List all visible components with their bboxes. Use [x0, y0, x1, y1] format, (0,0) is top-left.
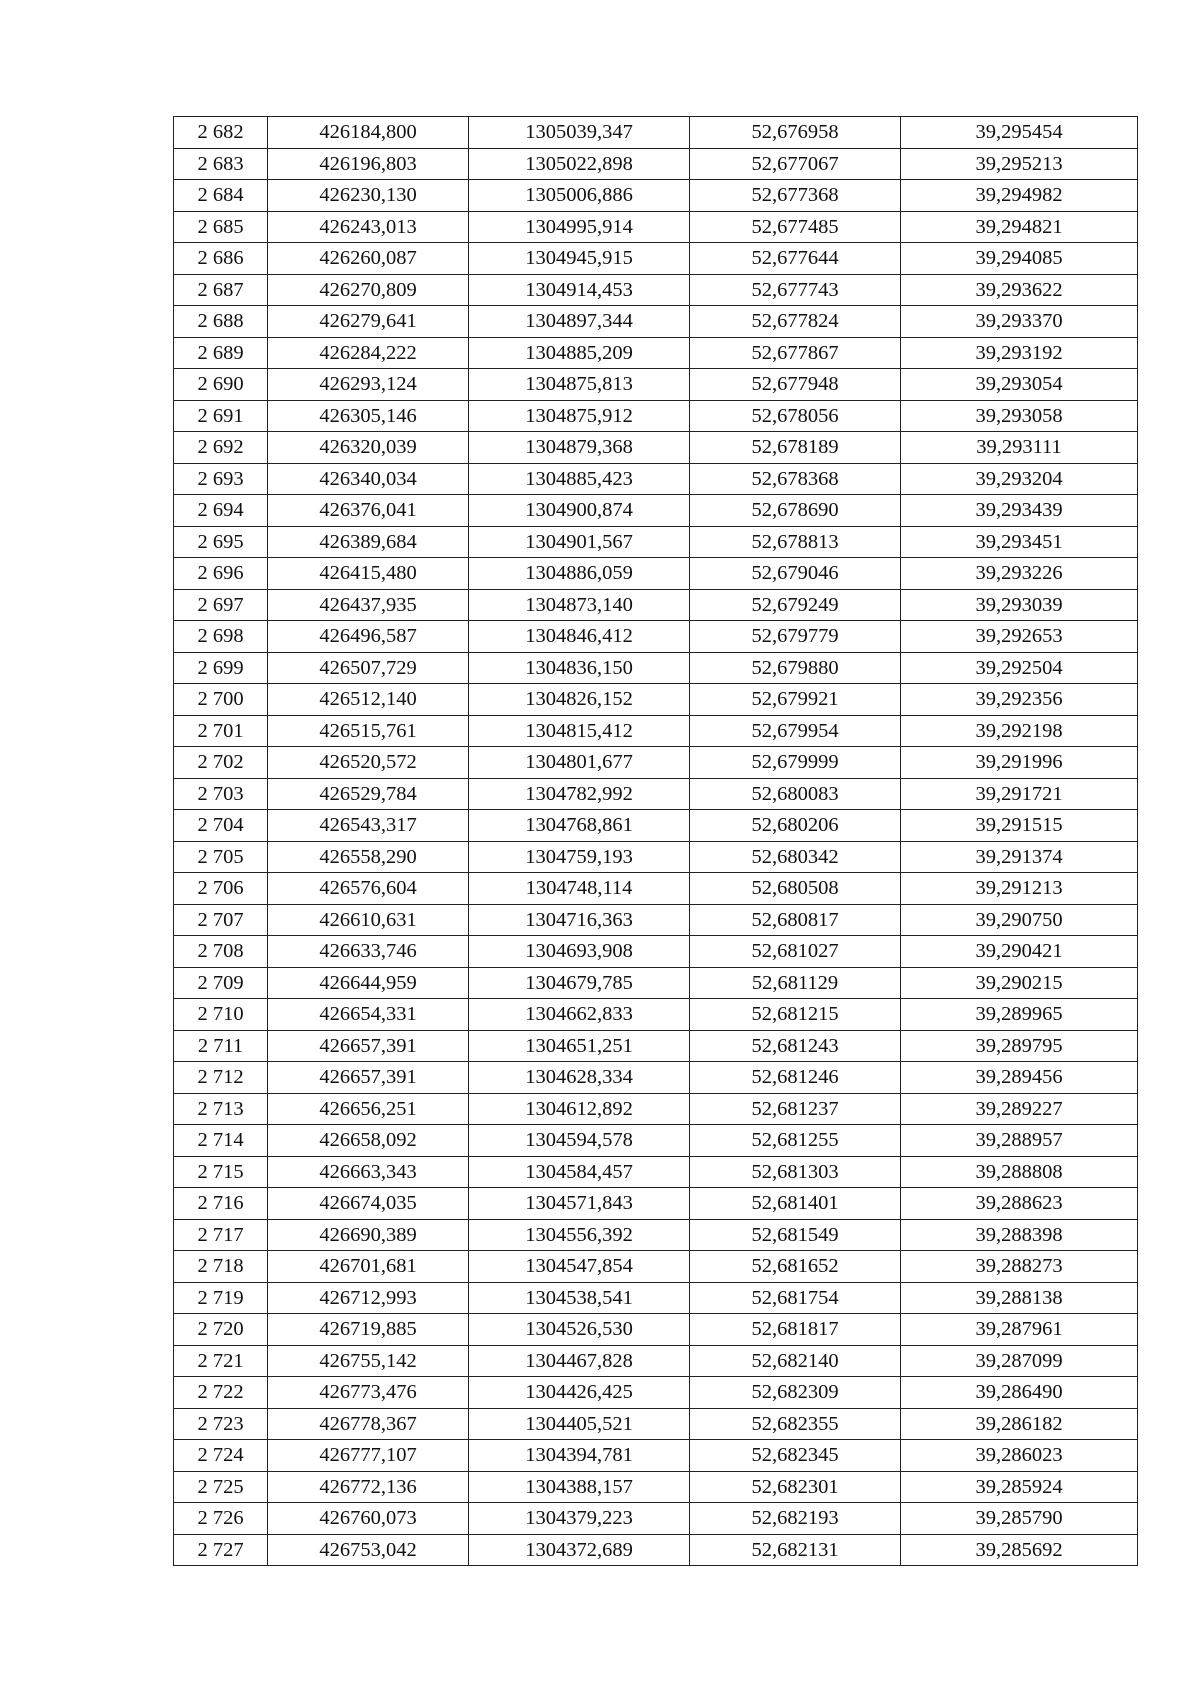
latitude-cell: 52,681246 — [690, 1062, 901, 1094]
y-coordinate-cell: 1304526,530 — [469, 1314, 690, 1346]
point-number-cell: 2 710 — [174, 999, 268, 1031]
point-number-cell: 2 700 — [174, 684, 268, 716]
x-coordinate-cell: 426712,993 — [268, 1282, 469, 1314]
longitude-cell: 39,293039 — [901, 589, 1138, 621]
latitude-cell: 52,678056 — [690, 400, 901, 432]
y-coordinate-cell: 1304372,689 — [469, 1534, 690, 1566]
table-row — [174, 1314, 1138, 1346]
y-coordinate-cell: 1304885,423 — [469, 463, 690, 495]
longitude-cell: 39,291996 — [901, 747, 1138, 779]
table-row — [174, 1345, 1138, 1377]
point-number-cell: 2 695 — [174, 526, 268, 558]
table-row — [174, 1534, 1138, 1566]
x-coordinate-cell: 426512,140 — [268, 684, 469, 716]
table-row — [174, 1125, 1138, 1157]
table-row — [174, 432, 1138, 464]
latitude-cell: 52,680508 — [690, 873, 901, 905]
y-coordinate-cell: 1304693,908 — [469, 936, 690, 968]
x-coordinate-cell: 426437,935 — [268, 589, 469, 621]
y-coordinate-cell: 1304945,915 — [469, 243, 690, 275]
y-coordinate-cell: 1304388,157 — [469, 1471, 690, 1503]
longitude-cell: 39,293111 — [901, 432, 1138, 464]
table-row — [174, 904, 1138, 936]
table-row — [174, 1188, 1138, 1220]
x-coordinate-cell: 426184,800 — [268, 117, 469, 149]
longitude-cell: 39,293451 — [901, 526, 1138, 558]
y-coordinate-cell: 1304628,334 — [469, 1062, 690, 1094]
table-row — [174, 1156, 1138, 1188]
y-coordinate-cell: 1305022,898 — [469, 148, 690, 180]
table-row — [174, 841, 1138, 873]
latitude-cell: 52,681027 — [690, 936, 901, 968]
x-coordinate-cell: 426663,343 — [268, 1156, 469, 1188]
point-number-cell: 2 697 — [174, 589, 268, 621]
latitude-cell: 52,677067 — [690, 148, 901, 180]
x-coordinate-cell: 426520,572 — [268, 747, 469, 779]
longitude-cell: 39,292504 — [901, 652, 1138, 684]
longitude-cell: 39,285790 — [901, 1503, 1138, 1535]
longitude-cell: 39,286023 — [901, 1440, 1138, 1472]
y-coordinate-cell: 1304651,251 — [469, 1030, 690, 1062]
y-coordinate-cell: 1304801,677 — [469, 747, 690, 779]
latitude-cell: 52,681652 — [690, 1251, 901, 1283]
x-coordinate-cell: 426644,959 — [268, 967, 469, 999]
point-number-cell: 2 711 — [174, 1030, 268, 1062]
longitude-cell: 39,288138 — [901, 1282, 1138, 1314]
longitude-cell: 39,292198 — [901, 715, 1138, 747]
y-coordinate-cell: 1304875,813 — [469, 369, 690, 401]
point-number-cell: 2 712 — [174, 1062, 268, 1094]
table-row — [174, 117, 1138, 149]
table-row — [174, 684, 1138, 716]
table-row — [174, 558, 1138, 590]
y-coordinate-cell: 1304826,152 — [469, 684, 690, 716]
x-coordinate-cell: 426656,251 — [268, 1093, 469, 1125]
x-coordinate-cell: 426529,784 — [268, 778, 469, 810]
longitude-cell: 39,293204 — [901, 463, 1138, 495]
x-coordinate-cell: 426719,885 — [268, 1314, 469, 1346]
point-number-cell: 2 701 — [174, 715, 268, 747]
y-coordinate-cell: 1304426,425 — [469, 1377, 690, 1409]
table-row — [174, 495, 1138, 527]
point-number-cell: 2 703 — [174, 778, 268, 810]
x-coordinate-cell: 426305,146 — [268, 400, 469, 432]
longitude-cell: 39,291374 — [901, 841, 1138, 873]
point-number-cell: 2 725 — [174, 1471, 268, 1503]
longitude-cell: 39,293054 — [901, 369, 1138, 401]
latitude-cell: 52,679921 — [690, 684, 901, 716]
longitude-cell: 39,289456 — [901, 1062, 1138, 1094]
latitude-cell: 52,681215 — [690, 999, 901, 1031]
point-number-cell: 2 720 — [174, 1314, 268, 1346]
longitude-cell: 39,294821 — [901, 211, 1138, 243]
x-coordinate-cell: 426760,073 — [268, 1503, 469, 1535]
y-coordinate-cell: 1304768,861 — [469, 810, 690, 842]
y-coordinate-cell: 1304394,781 — [469, 1440, 690, 1472]
longitude-cell: 39,289965 — [901, 999, 1138, 1031]
y-coordinate-cell: 1304556,392 — [469, 1219, 690, 1251]
latitude-cell: 52,682140 — [690, 1345, 901, 1377]
longitude-cell: 39,288623 — [901, 1188, 1138, 1220]
point-number-cell: 2 713 — [174, 1093, 268, 1125]
table-row — [174, 621, 1138, 653]
table-row — [174, 526, 1138, 558]
x-coordinate-cell: 426340,034 — [268, 463, 469, 495]
y-coordinate-cell: 1304547,854 — [469, 1251, 690, 1283]
table-row — [174, 873, 1138, 905]
longitude-cell: 39,286182 — [901, 1408, 1138, 1440]
latitude-cell: 52,681303 — [690, 1156, 901, 1188]
x-coordinate-cell: 426389,684 — [268, 526, 469, 558]
latitude-cell: 52,679046 — [690, 558, 901, 590]
point-number-cell: 2 694 — [174, 495, 268, 527]
x-coordinate-cell: 426773,476 — [268, 1377, 469, 1409]
latitude-cell: 52,682355 — [690, 1408, 901, 1440]
x-coordinate-cell: 426415,480 — [268, 558, 469, 590]
point-number-cell: 2 682 — [174, 117, 268, 149]
latitude-cell: 52,681754 — [690, 1282, 901, 1314]
y-coordinate-cell: 1304594,578 — [469, 1125, 690, 1157]
table-row — [174, 652, 1138, 684]
x-coordinate-cell: 426778,367 — [268, 1408, 469, 1440]
latitude-cell: 52,677743 — [690, 274, 901, 306]
y-coordinate-cell: 1304836,150 — [469, 652, 690, 684]
table-row — [174, 1471, 1138, 1503]
latitude-cell: 52,681817 — [690, 1314, 901, 1346]
latitude-cell: 52,676958 — [690, 117, 901, 149]
longitude-cell: 39,293226 — [901, 558, 1138, 590]
point-number-cell: 2 693 — [174, 463, 268, 495]
latitude-cell: 52,678189 — [690, 432, 901, 464]
point-number-cell: 2 726 — [174, 1503, 268, 1535]
y-coordinate-cell: 1304571,843 — [469, 1188, 690, 1220]
y-coordinate-cell: 1304584,457 — [469, 1156, 690, 1188]
latitude-cell: 52,679880 — [690, 652, 901, 684]
x-coordinate-cell: 426260,087 — [268, 243, 469, 275]
latitude-cell: 52,679954 — [690, 715, 901, 747]
longitude-cell: 39,289795 — [901, 1030, 1138, 1062]
longitude-cell: 39,293622 — [901, 274, 1138, 306]
x-coordinate-cell: 426320,039 — [268, 432, 469, 464]
x-coordinate-cell: 426610,631 — [268, 904, 469, 936]
longitude-cell: 39,293058 — [901, 400, 1138, 432]
x-coordinate-cell: 426284,222 — [268, 337, 469, 369]
x-coordinate-cell: 426243,013 — [268, 211, 469, 243]
longitude-cell: 39,289227 — [901, 1093, 1138, 1125]
latitude-cell: 52,678690 — [690, 495, 901, 527]
point-number-cell: 2 704 — [174, 810, 268, 842]
x-coordinate-cell: 426633,746 — [268, 936, 469, 968]
table-row — [174, 274, 1138, 306]
table-row — [174, 211, 1138, 243]
y-coordinate-cell: 1305006,886 — [469, 180, 690, 212]
x-coordinate-cell: 426658,092 — [268, 1125, 469, 1157]
point-number-cell: 2 718 — [174, 1251, 268, 1283]
longitude-cell: 39,285924 — [901, 1471, 1138, 1503]
table-row — [174, 1030, 1138, 1062]
longitude-cell: 39,288273 — [901, 1251, 1138, 1283]
latitude-cell: 52,682131 — [690, 1534, 901, 1566]
table-row — [174, 589, 1138, 621]
longitude-cell: 39,292356 — [901, 684, 1138, 716]
table-row — [174, 967, 1138, 999]
point-number-cell: 2 722 — [174, 1377, 268, 1409]
y-coordinate-cell: 1304897,344 — [469, 306, 690, 338]
x-coordinate-cell: 426543,317 — [268, 810, 469, 842]
point-number-cell: 2 690 — [174, 369, 268, 401]
point-number-cell: 2 707 — [174, 904, 268, 936]
y-coordinate-cell: 1304873,140 — [469, 589, 690, 621]
point-number-cell: 2 687 — [174, 274, 268, 306]
longitude-cell: 39,290421 — [901, 936, 1138, 968]
point-number-cell: 2 709 — [174, 967, 268, 999]
table-row — [174, 1062, 1138, 1094]
x-coordinate-cell: 426196,803 — [268, 148, 469, 180]
latitude-cell: 52,681237 — [690, 1093, 901, 1125]
longitude-cell: 39,295213 — [901, 148, 1138, 180]
latitude-cell: 52,677485 — [690, 211, 901, 243]
point-number-cell: 2 727 — [174, 1534, 268, 1566]
y-coordinate-cell: 1304716,363 — [469, 904, 690, 936]
y-coordinate-cell: 1304662,833 — [469, 999, 690, 1031]
table-row — [174, 306, 1138, 338]
longitude-cell: 39,288957 — [901, 1125, 1138, 1157]
y-coordinate-cell: 1304886,059 — [469, 558, 690, 590]
latitude-cell: 52,682309 — [690, 1377, 901, 1409]
x-coordinate-cell: 426558,290 — [268, 841, 469, 873]
latitude-cell: 52,682301 — [690, 1471, 901, 1503]
x-coordinate-cell: 426753,042 — [268, 1534, 469, 1566]
table-row — [174, 243, 1138, 275]
y-coordinate-cell: 1304538,541 — [469, 1282, 690, 1314]
y-coordinate-cell: 1304879,368 — [469, 432, 690, 464]
table-row — [174, 1251, 1138, 1283]
longitude-cell: 39,285692 — [901, 1534, 1138, 1566]
longitude-cell: 39,288808 — [901, 1156, 1138, 1188]
y-coordinate-cell: 1304782,992 — [469, 778, 690, 810]
table-row — [174, 936, 1138, 968]
point-number-cell: 2 723 — [174, 1408, 268, 1440]
y-coordinate-cell: 1304995,914 — [469, 211, 690, 243]
y-coordinate-cell: 1304612,892 — [469, 1093, 690, 1125]
longitude-cell: 39,291515 — [901, 810, 1138, 842]
y-coordinate-cell: 1304885,209 — [469, 337, 690, 369]
y-coordinate-cell: 1304679,785 — [469, 967, 690, 999]
longitude-cell: 39,293192 — [901, 337, 1138, 369]
y-coordinate-cell: 1304467,828 — [469, 1345, 690, 1377]
longitude-cell: 39,291213 — [901, 873, 1138, 905]
point-number-cell: 2 714 — [174, 1125, 268, 1157]
x-coordinate-cell: 426772,136 — [268, 1471, 469, 1503]
longitude-cell: 39,290750 — [901, 904, 1138, 936]
table-row — [174, 1377, 1138, 1409]
y-coordinate-cell: 1304900,874 — [469, 495, 690, 527]
longitude-cell: 39,290215 — [901, 967, 1138, 999]
latitude-cell: 52,681243 — [690, 1030, 901, 1062]
longitude-cell: 39,291721 — [901, 778, 1138, 810]
latitude-cell: 52,681129 — [690, 967, 901, 999]
y-coordinate-cell: 1304914,453 — [469, 274, 690, 306]
point-number-cell: 2 688 — [174, 306, 268, 338]
latitude-cell: 52,677867 — [690, 337, 901, 369]
point-number-cell: 2 686 — [174, 243, 268, 275]
x-coordinate-cell: 426576,604 — [268, 873, 469, 905]
table-row — [174, 1503, 1138, 1535]
latitude-cell: 52,680817 — [690, 904, 901, 936]
point-number-cell: 2 696 — [174, 558, 268, 590]
point-number-cell: 2 685 — [174, 211, 268, 243]
x-coordinate-cell: 426777,107 — [268, 1440, 469, 1472]
x-coordinate-cell: 426507,729 — [268, 652, 469, 684]
table-row — [174, 1219, 1138, 1251]
x-coordinate-cell: 426293,124 — [268, 369, 469, 401]
y-coordinate-cell: 1304815,412 — [469, 715, 690, 747]
x-coordinate-cell: 426674,035 — [268, 1188, 469, 1220]
longitude-cell: 39,295454 — [901, 117, 1138, 149]
latitude-cell: 52,680206 — [690, 810, 901, 842]
point-number-cell: 2 691 — [174, 400, 268, 432]
table-row — [174, 1093, 1138, 1125]
x-coordinate-cell: 426755,142 — [268, 1345, 469, 1377]
point-number-cell: 2 702 — [174, 747, 268, 779]
longitude-cell: 39,288398 — [901, 1219, 1138, 1251]
table-row — [174, 1440, 1138, 1472]
table-row — [174, 810, 1138, 842]
x-coordinate-cell: 426657,391 — [268, 1030, 469, 1062]
y-coordinate-cell: 1304748,114 — [469, 873, 690, 905]
point-number-cell: 2 698 — [174, 621, 268, 653]
table-row — [174, 369, 1138, 401]
latitude-cell: 52,679779 — [690, 621, 901, 653]
y-coordinate-cell: 1304875,912 — [469, 400, 690, 432]
latitude-cell: 52,678813 — [690, 526, 901, 558]
x-coordinate-cell: 426279,641 — [268, 306, 469, 338]
point-number-cell: 2 684 — [174, 180, 268, 212]
latitude-cell: 52,680083 — [690, 778, 901, 810]
latitude-cell: 52,681255 — [690, 1125, 901, 1157]
y-coordinate-cell: 1305039,347 — [469, 117, 690, 149]
x-coordinate-cell: 426496,587 — [268, 621, 469, 653]
longitude-cell: 39,287099 — [901, 1345, 1138, 1377]
latitude-cell: 52,677368 — [690, 180, 901, 212]
x-coordinate-cell: 426690,389 — [268, 1219, 469, 1251]
point-number-cell: 2 699 — [174, 652, 268, 684]
point-number-cell: 2 715 — [174, 1156, 268, 1188]
y-coordinate-cell: 1304901,567 — [469, 526, 690, 558]
longitude-cell: 39,287961 — [901, 1314, 1138, 1346]
x-coordinate-cell: 426654,331 — [268, 999, 469, 1031]
latitude-cell: 52,677948 — [690, 369, 901, 401]
latitude-cell: 52,679249 — [690, 589, 901, 621]
table-row — [174, 778, 1138, 810]
point-number-cell: 2 717 — [174, 1219, 268, 1251]
point-number-cell: 2 708 — [174, 936, 268, 968]
table-row — [174, 463, 1138, 495]
table-row — [174, 148, 1138, 180]
x-coordinate-cell: 426376,041 — [268, 495, 469, 527]
y-coordinate-cell: 1304379,223 — [469, 1503, 690, 1535]
x-coordinate-cell: 426657,391 — [268, 1062, 469, 1094]
longitude-cell: 39,294982 — [901, 180, 1138, 212]
table-row — [174, 400, 1138, 432]
x-coordinate-cell: 426515,761 — [268, 715, 469, 747]
longitude-cell: 39,293439 — [901, 495, 1138, 527]
point-number-cell: 2 692 — [174, 432, 268, 464]
longitude-cell: 39,292653 — [901, 621, 1138, 653]
latitude-cell: 52,679999 — [690, 747, 901, 779]
table-row — [174, 1282, 1138, 1314]
point-number-cell: 2 689 — [174, 337, 268, 369]
latitude-cell: 52,677824 — [690, 306, 901, 338]
x-coordinate-cell: 426270,809 — [268, 274, 469, 306]
y-coordinate-cell: 1304846,412 — [469, 621, 690, 653]
latitude-cell: 52,677644 — [690, 243, 901, 275]
coordinates-table-body — [174, 117, 1138, 1566]
latitude-cell: 52,681401 — [690, 1188, 901, 1220]
point-number-cell: 2 716 — [174, 1188, 268, 1220]
table-row — [174, 999, 1138, 1031]
coordinates-table — [173, 116, 1138, 1566]
point-number-cell: 2 705 — [174, 841, 268, 873]
latitude-cell: 52,682193 — [690, 1503, 901, 1535]
point-number-cell: 2 706 — [174, 873, 268, 905]
longitude-cell: 39,294085 — [901, 243, 1138, 275]
latitude-cell: 52,678368 — [690, 463, 901, 495]
x-coordinate-cell: 426230,130 — [268, 180, 469, 212]
table-row — [174, 337, 1138, 369]
longitude-cell: 39,293370 — [901, 306, 1138, 338]
table-row — [174, 180, 1138, 212]
y-coordinate-cell: 1304405,521 — [469, 1408, 690, 1440]
x-coordinate-cell: 426701,681 — [268, 1251, 469, 1283]
latitude-cell: 52,680342 — [690, 841, 901, 873]
point-number-cell: 2 724 — [174, 1440, 268, 1472]
latitude-cell: 52,682345 — [690, 1440, 901, 1472]
longitude-cell: 39,286490 — [901, 1377, 1138, 1409]
point-number-cell: 2 721 — [174, 1345, 268, 1377]
latitude-cell: 52,681549 — [690, 1219, 901, 1251]
y-coordinate-cell: 1304759,193 — [469, 841, 690, 873]
table-row — [174, 747, 1138, 779]
table-row — [174, 715, 1138, 747]
point-number-cell: 2 719 — [174, 1282, 268, 1314]
point-number-cell: 2 683 — [174, 148, 268, 180]
table-row — [174, 1408, 1138, 1440]
